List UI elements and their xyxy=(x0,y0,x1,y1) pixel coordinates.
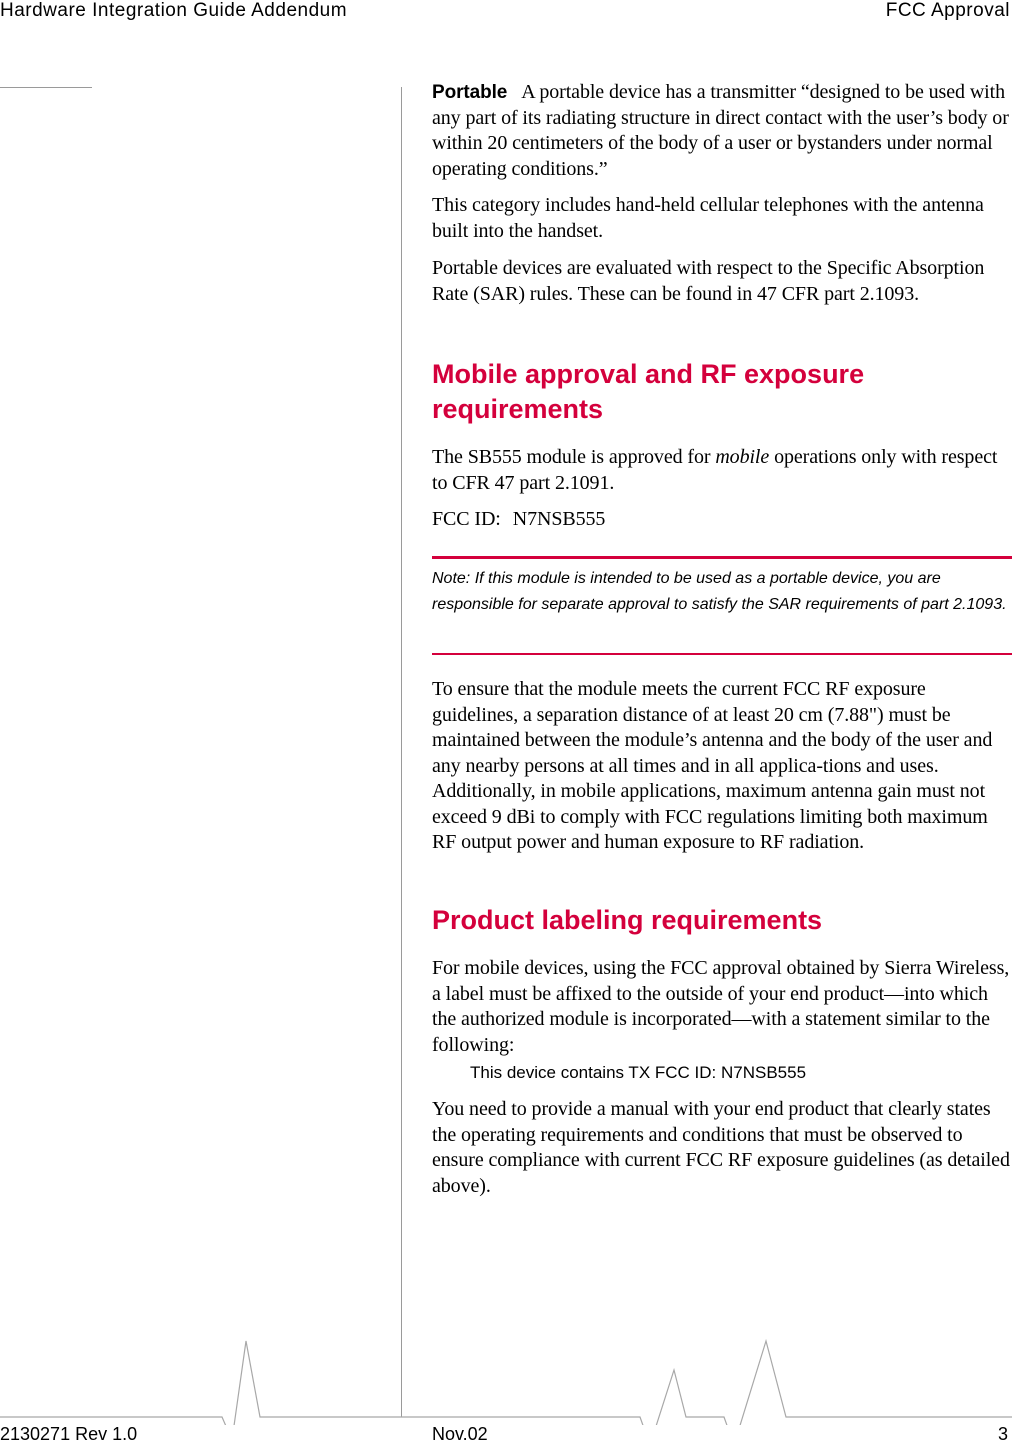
labeling-para-1: For mobile devices, using the FCC approval obtained by Sierra Wireless, a label must be affixed to the outside of your end product—into which the authorized module is incorporated—with a statement similar to the following: xyxy=(432,957,1010,1056)
header-section: FCC Approval xyxy=(885,0,1010,21)
footer-doc-number: 2130271 Rev 1.0 xyxy=(0,1424,138,1444)
mobile-para-1-end: operations only with respect to CFR 47 part 2.1091. xyxy=(432,446,998,494)
header-title: Hardware Integration Guide Addendum xyxy=(0,0,348,21)
label-statement: This device contains TX FCC ID: N7NSB555 xyxy=(470,1063,807,1082)
mobile-heading: Mobile approval and RF exposure requirements xyxy=(432,359,865,424)
mobile-para-1-start: The SB555 module is approved for xyxy=(432,446,716,468)
footer-waveform xyxy=(0,1335,1012,1425)
fcc-id-label: FCC ID: xyxy=(432,508,501,530)
portable-definition xyxy=(432,80,1010,182)
mobile-para-2: To ensure that the module meets the current FCC RF exposure guidelines, a separation distance of at least 20 cm (7.88") must be maintained between the module’s antenna and the body of the user and any nearby persons at all times and in all applica-tions and uses. Additionally, in mobile applications, maximum antenna gain must not exceed 9 dBi to comply with FCC regulations limiting both maximum RF output power and human exposure to RF radiation. xyxy=(432,678,993,853)
margin-rule xyxy=(0,87,92,88)
footer-page-number: 3 xyxy=(997,1424,1008,1444)
fcc-id-line xyxy=(432,507,1010,533)
note-text: Note: If this module is intended to be used as a portable device, you are responsible for separate approval to satisfy the SAR requirements of part 2.1093. xyxy=(432,570,1007,613)
mobile-emphasis: mobile xyxy=(715,446,770,468)
labeling-heading: Product labeling requirements xyxy=(432,905,823,935)
labeling-para-2: You need to provide a manual with your end product that clearly states the operating requirements and conditions that must be observed to ensure compliance with current FCC RF exposure guidelines (as detailed above). xyxy=(432,1098,1010,1197)
note-top-rule xyxy=(432,556,1012,559)
fcc-id-value: N7NSB555 xyxy=(512,508,606,530)
footer-date: Nov.02 xyxy=(432,1424,488,1444)
portable-text: A portable device has a transmitter “designed to be used with any part of its radiating structure in direct contact with the user’s body or within 20 centimeters of the body of a user or bystanders under normal operating conditions.” xyxy=(432,81,1009,180)
column-divider xyxy=(401,87,402,1417)
portable-label: Portable xyxy=(432,82,508,103)
mobile-para-1 xyxy=(432,445,1010,496)
portable-para-2: This category includes hand-held cellular telephones with the antenna built into the handset. xyxy=(432,194,984,242)
portable-para-3: Portable devices are evaluated with respect to the Specific Absorption Rate (SAR) rules. These can be found in 47 CFR part 2.1093. xyxy=(432,257,985,305)
note-bottom-rule xyxy=(432,653,1012,655)
